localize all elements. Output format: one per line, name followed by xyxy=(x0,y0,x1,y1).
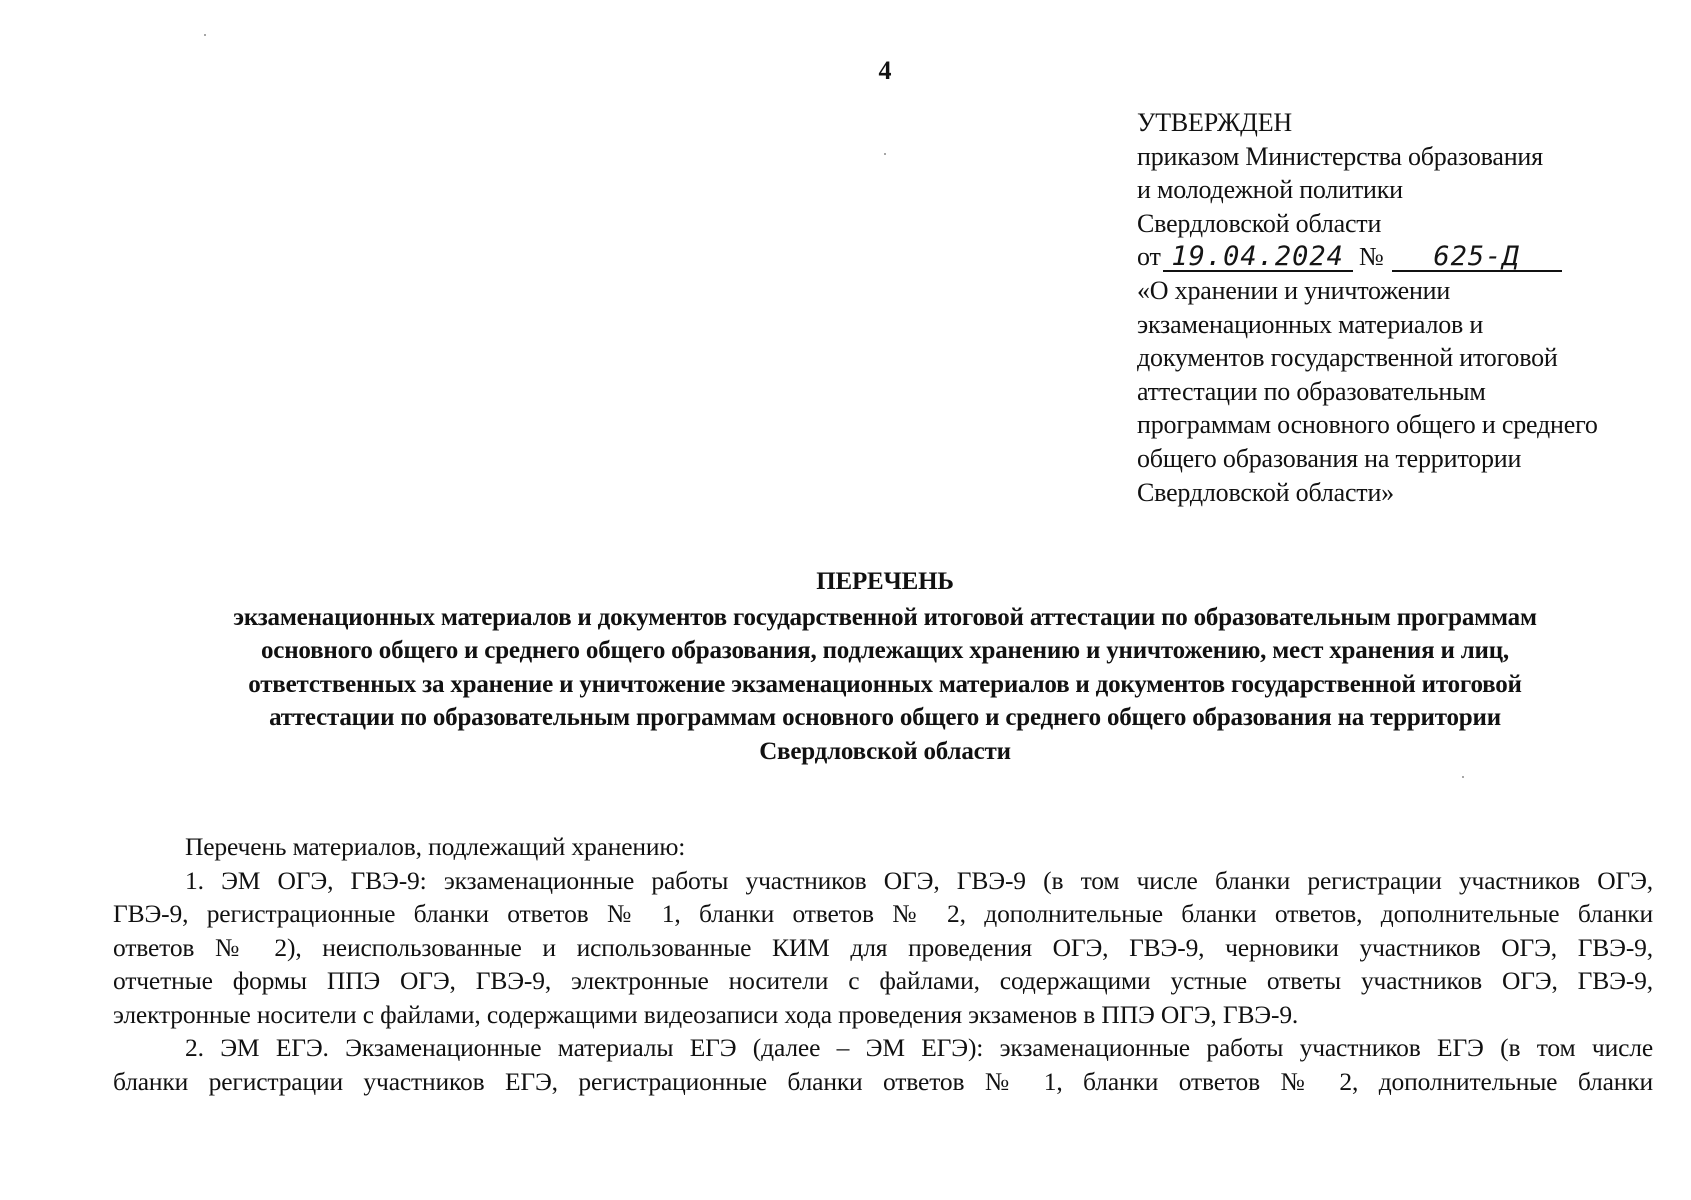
title-line: Свердловской области xyxy=(759,737,1011,765)
body-line: отчетные формы ППЭ ОГЭ, ГВЭ-9, электронные носители с файлами, содержащими устные ответы участников ОГЭ, ГВЭ-9, xyxy=(113,966,1653,995)
title-line: ответственных за хранение и уничтожение экзаменационных материалов и документов государственной итоговой xyxy=(248,670,1522,698)
page-number: 4 xyxy=(878,56,892,85)
title-heading: ПЕРЕЧЕНЬ xyxy=(816,568,954,595)
title-line: основного общего и среднего общего образования, подлежащих хранению и уничтожению, мест хранения и лиц, xyxy=(261,637,1509,664)
approval-subject-line: программам основного общего и среднего xyxy=(1137,410,1598,440)
approval-subject-line: экзаменационных материалов и xyxy=(1137,309,1484,339)
body-line: электронные носители с файлами, содержащими видеозаписи хода проведения экзаменов в ППЭ ОГЭ, ГВЭ-9. xyxy=(113,999,1299,1029)
number-prefix: № xyxy=(1358,242,1384,272)
scan-speck xyxy=(204,34,206,36)
approval-line: приказом Министерства образования xyxy=(1137,141,1543,171)
body-paragraph-intro: Перечень материалов, подлежащий хранению: xyxy=(185,832,686,861)
title-line: аттестации по образовательным программам основного общего и среднего общего образования на территории xyxy=(269,704,1501,731)
order-date: 19.04.2024 xyxy=(1163,245,1353,272)
body-paragraph-item-2: 2. ЭМ ЕГЭ. Экзаменационные материалы ЕГЭ (далее – ЭМ ЕГЭ): экзаменационные работы участников ЕГЭ (в том числе xyxy=(185,1033,1653,1062)
scan-speck xyxy=(1462,776,1464,778)
approval-line: Свердловской области xyxy=(1137,208,1382,238)
approval-subject-line: общего образования на территории xyxy=(1137,443,1522,473)
approval-date-line xyxy=(1137,240,1677,274)
approval-subject-line: «О хранении и уничтожении xyxy=(1137,275,1451,305)
body-paragraph-item-1: 1. ЭМ ОГЭ, ГВЭ-9: экзаменационные работы участников ОГЭ, ГВЭ-9 (в том числе бланки регистрации участников ОГЭ, xyxy=(185,865,1653,895)
approval-subject-line: аттестации по образовательным xyxy=(1137,376,1486,406)
body-line: ответов № 2), неиспользованные и использованные КИМ для проведения ОГЭ, ГВЭ-9, черновики участников ОГЭ, ГВЭ-9, xyxy=(113,932,1653,962)
approval-subject-line: Свердловской области» xyxy=(1137,477,1394,507)
document-title xyxy=(105,565,1665,768)
body-line: бланки регистрации участников ЕГЭ, регистрационные бланки ответов № 1, бланки ответов № 2, дополнительные бланки xyxy=(113,1066,1653,1096)
body-line: ГВЭ-9, регистрационные бланки ответов № 1, бланки ответов № 2, дополнительные бланки ответов, дополнительные бланки xyxy=(113,899,1653,928)
approval-heading: УТВЕРЖДЕН xyxy=(1137,108,1292,137)
order-number: 625-Д xyxy=(1392,245,1562,272)
approval-subject-line: документов государственной итоговой xyxy=(1137,343,1558,373)
date-prefix: от xyxy=(1137,242,1161,272)
approval-stamp xyxy=(1137,106,1677,509)
title-line: экзаменационных материалов и документов государственной итоговой аттестации по образовательным программам xyxy=(233,603,1537,631)
scan-speck xyxy=(884,153,886,155)
approval-line: и молодежной политики xyxy=(1137,175,1403,205)
document-body xyxy=(113,830,1653,1098)
